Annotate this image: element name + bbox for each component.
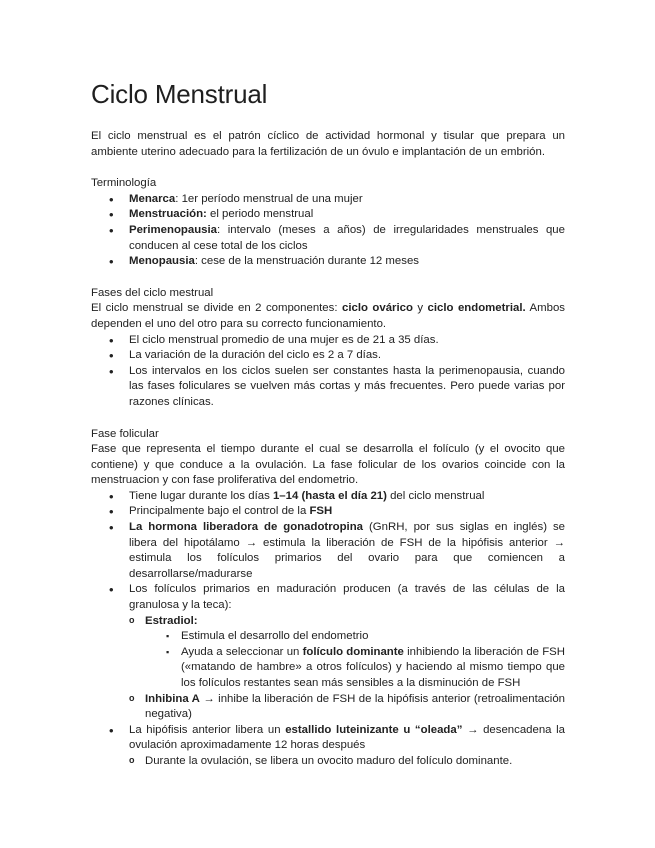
definition: intervalo (meses a años) de irregularidades menstruales que conducen al cese total de los ciclos: [129, 223, 565, 252]
bold-text: 1–14 (hasta el día 21): [272, 489, 387, 502]
separator: :: [175, 192, 182, 205]
text: del ciclo menstrual: [386, 489, 485, 502]
list-item: [165, 645, 565, 692]
bold-text: ciclo endometrial.: [427, 302, 526, 315]
term: Menstruación:: [129, 208, 207, 221]
list-item: • El ciclo menstrual promedio de una mujer es de 21 a 35 días.: [91, 333, 565, 349]
bold-text: Inhibina A: [145, 692, 200, 705]
list-item: [91, 192, 565, 208]
text: → desencadena la ovulación aproximadamente 12 horas después: [129, 723, 566, 752]
bold-text: FSH: [309, 505, 333, 518]
document-body: [91, 129, 565, 770]
list-item: • La variación de la duración del ciclo es 2 a 7 días.: [91, 348, 565, 364]
list-item-inhibina: [129, 692, 565, 723]
fases-heading: Fases del ciclo mestrual: [91, 286, 214, 299]
folicular-paragraph: Fase que representa el tiempo durante el cual se desarrolla el folículo (y el ovocito que contiene) y que conduce a la ovulación. La fase folicular de los ovarios coincide con la menstruacion y con fase proliferativa del endometrio.: [91, 443, 565, 487]
list-item: [91, 223, 565, 254]
bold-text: folículo dominante: [302, 645, 404, 658]
list-item-estradiol: [129, 614, 565, 692]
list-item: [91, 489, 565, 505]
text: Tiene lugar durante los días: [129, 489, 273, 502]
list-item: [91, 504, 565, 520]
definition: 1er período menstrual de una mujer: [181, 192, 363, 205]
list-item: [91, 582, 565, 722]
bold-text: La hormona liberadora de gonadotropina: [129, 521, 364, 534]
folicular-heading: Fase folicular: [91, 427, 159, 440]
bold-text: estallido luteinizante u “oleada”: [285, 723, 463, 736]
separator: :: [194, 255, 202, 268]
term: Perimenopausia: [129, 223, 217, 236]
list-item: [91, 723, 565, 770]
list-item: o Durante la ovulación, se libera un ovocito maduro del folículo dominante.: [129, 754, 565, 770]
text: (GnRH, por sus siglas en inglés) se libera del hipotálamo → estimula la liberación de FSH de la hipófisis anterior → estimula los folículos primarios del ovario para que comiencen a desarrollarse/madurarse: [129, 521, 565, 580]
text: Ayuda a seleccionar un: [181, 645, 303, 658]
list-item: [91, 254, 565, 270]
estradiol-list: [165, 629, 565, 691]
separator: :: [217, 223, 228, 236]
definition: el periodo menstrual: [210, 208, 314, 221]
page-title: Ciclo Menstrual: [91, 79, 268, 109]
list-item: [91, 520, 565, 582]
text: inhibiendo la liberación de FSH («matando de hambre» a otros folículos) y haciendo al mismo tiempo que los folículos restantes sean más sensibles a la disminución de FSH: [181, 645, 566, 689]
intro-paragraph: El ciclo menstrual es el patrón cíclico de actividad hormonal y tisular que prepara un ambiente uterino adecuado para la fertilización de un óvulo e implantación de un embrión.: [91, 130, 565, 158]
term: Menopausia: [129, 255, 195, 268]
fases-paragraph: [91, 301, 565, 332]
bold-text: Estradiol:: [145, 614, 198, 627]
terminologia-list: [91, 192, 565, 270]
list-item: • Los intervalos en los ciclos suelen ser constantes hasta la perimenopausia, cuando las fases foliculares se vuelven más cortas y más frecuentes. Pero puede varias por razones clínicas.: [91, 364, 565, 411]
fases-list: [91, 333, 565, 411]
text: Los folículos primarios en maduración producen (a través de las células de la granulosa y la teca):: [129, 583, 565, 612]
term: Menarca: [129, 192, 176, 205]
text: El ciclo menstrual se divide en 2 componentes:: [91, 302, 342, 315]
ovulacion-list: [129, 754, 565, 770]
hormone-list: [129, 614, 565, 723]
text: y: [412, 302, 428, 315]
definition: cese de la menstruación durante 12 meses: [201, 255, 419, 268]
text: Ambos dependen el uno del otro para su correcto funcionamiento.: [91, 302, 565, 330]
folicular-list: [91, 489, 565, 770]
list-item: ▪ Estimula el desarrollo del endometrio: [165, 629, 565, 645]
terminologia-heading: Terminología: [91, 177, 157, 190]
list-item: [91, 207, 565, 223]
text: Principalmente bajo el control de la: [129, 505, 310, 518]
text: → inhibe la liberación de FSH de la hipófisis anterior (retroalimentación negativa): [145, 692, 565, 721]
bold-text: ciclo ovárico: [341, 302, 413, 315]
text: La hipófisis anterior libera un: [129, 723, 286, 736]
